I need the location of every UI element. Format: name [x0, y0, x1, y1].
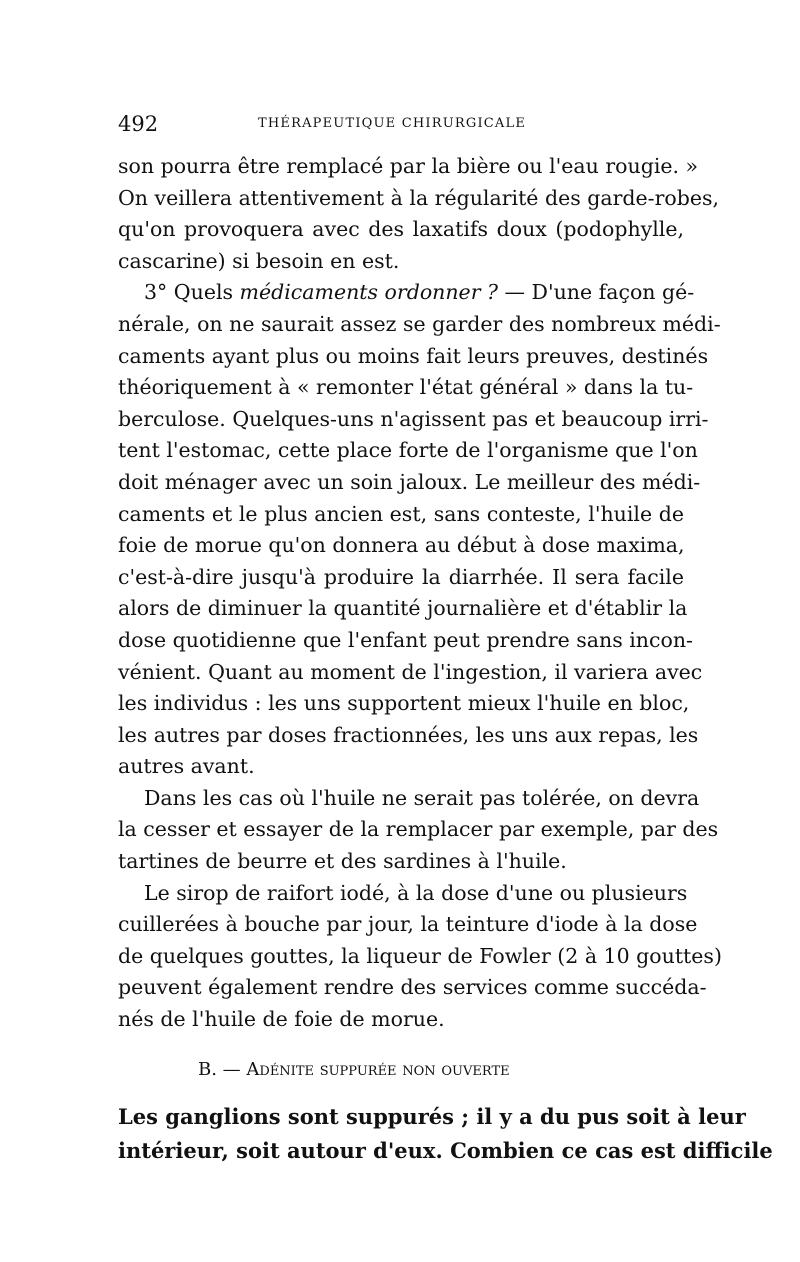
text-line: berculose. Quelques-uns n'agissent pas et beaucoup irri-	[118, 406, 709, 431]
section-paragraph	[118, 1100, 773, 1168]
text-line: de quelques gouttes, la liqueur de Fowler (2 à 10 gouttes)	[118, 943, 722, 968]
text-line: Dans les cas où l'huile ne serait pas tolérée, on devra	[144, 785, 700, 810]
running-title: THÉRAPEUTIQUE CHIRURGICALE	[258, 116, 527, 131]
page-number: 492	[118, 112, 159, 136]
text-line: Le sirop de raifort iodé, à la dose d'une ou plusieurs	[144, 880, 688, 905]
text-line: doit ménager avec un soin jaloux. Le meilleur des médi-	[118, 469, 701, 494]
text-line: caments et le plus ancien est, sans conteste, l'huile de	[118, 501, 684, 526]
text-line: On veillera attentivement à la régularité des garde-robes,	[118, 185, 720, 210]
text-line: la cesser et essayer de la remplacer par exemple, par des	[118, 817, 719, 842]
text-line: les autres par doses fractionnées, les uns aux repas, les	[118, 722, 699, 747]
page-header	[118, 112, 686, 142]
text-line: c'est-à-dire jusqu'à produire la diarrhée. Il sera facile	[118, 564, 684, 589]
text-line: intérieur, soit autour d'eux. Combien ce cas est difficile	[118, 1137, 773, 1163]
text-line: qu'on provoquera avec des laxatifs doux (podophylle,	[118, 217, 684, 242]
text-line	[118, 277, 695, 309]
text-line: cuillerées à bouche par jour, la teinture d'iode à la dose	[118, 912, 698, 937]
paragraph-1	[118, 151, 720, 277]
text-line: vénient. Quant au moment de l'ingestion, il variera avec	[118, 659, 703, 684]
text-line: peuvent également rendre des services comme succéda-	[118, 975, 707, 1000]
text-line: alors de diminuer la quantité journalière et d'établir la	[118, 596, 688, 621]
paragraph-4	[118, 878, 722, 1036]
text-line: théoriquement à « remonter l'état général » dans la tu-	[118, 375, 694, 400]
text-line: nés de l'huile de foie de morue.	[118, 1007, 445, 1032]
text-line: autres avant.	[118, 754, 255, 779]
text-line: son pourra être remplacé par la bière ou l'eau rougie. »	[118, 154, 699, 178]
section-heading: B. — Adénite suppurée non ouverte	[198, 1058, 510, 1080]
text-line: cascarine) si besoin en est.	[118, 248, 400, 273]
text-line: foie de morue qu'on donnera au début à dose maxima,	[118, 533, 685, 558]
text-line: tartines de beurre et des sardines à l'huile.	[118, 849, 567, 874]
paragraph-2	[118, 277, 721, 783]
paragraph-lead-rest: — D'une façon gé-	[498, 280, 695, 305]
text-line: Les ganglions sont suppurés ; il y a du pus soit à leur	[118, 1103, 746, 1129]
text-line: nérale, on ne saurait assez se garder des nombreux médi-	[118, 311, 721, 336]
paragraph-lead: 3° Quels	[144, 280, 240, 305]
text-line: tent l'estomac, cette place forte de l'organisme que l'on	[118, 438, 698, 463]
text-line: caments ayant plus ou moins fait leurs preuves, destinés	[118, 343, 709, 368]
paragraph-3	[118, 783, 719, 878]
text-line: les individus : les uns supportent mieux l'huile en bloc,	[118, 691, 690, 716]
page-body	[118, 151, 773, 1168]
text-line: dose quotidienne que l'enfant peut prendre sans incon-	[118, 627, 693, 652]
italic-term: médicaments ordonner ?	[239, 280, 498, 305]
